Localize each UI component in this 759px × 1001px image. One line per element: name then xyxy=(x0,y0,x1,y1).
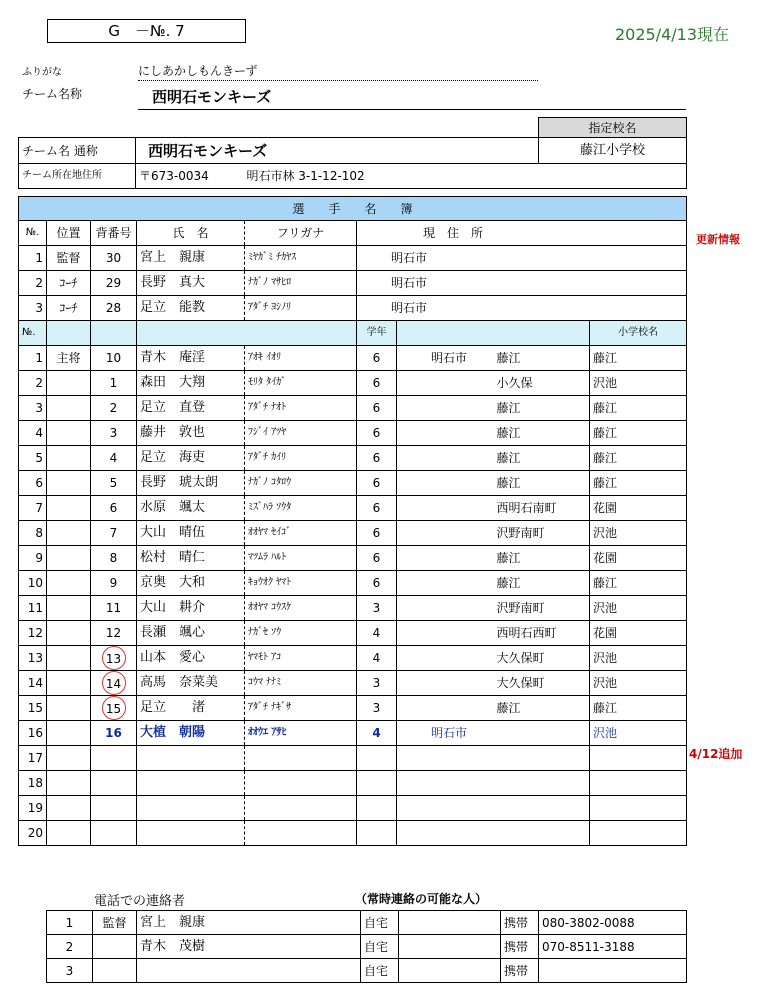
empty-row xyxy=(19,771,687,796)
player-no: 12 xyxy=(19,621,47,646)
staff-name: 宮上 親康 xyxy=(137,246,245,271)
player-name: 京奥 大和 xyxy=(137,571,245,596)
player-grade: 6 xyxy=(357,546,397,571)
staff-position: ｺｰﾁ xyxy=(47,296,91,321)
mobile-label: 携帯 xyxy=(501,935,539,959)
team-name-label: チーム名称 xyxy=(22,87,83,101)
player-no: 6 xyxy=(19,471,47,496)
player-city: 明石市 xyxy=(397,721,497,746)
player-name: 藤井 敦也 xyxy=(137,421,245,446)
player-name: 松村 晴仁 xyxy=(137,546,245,571)
player-name: 大山 耕介 xyxy=(137,596,245,621)
player-town xyxy=(497,721,590,746)
player-number: 6 xyxy=(91,496,137,521)
player-name: 長野 琥太朗 xyxy=(137,471,245,496)
player-school: 藤江 xyxy=(590,346,687,371)
player-town: 小久保 xyxy=(497,371,590,396)
contact-name: 青木 茂樹 xyxy=(137,935,361,959)
player-grade: 6 xyxy=(357,446,397,471)
home-phone xyxy=(399,911,501,935)
player-name: 足立 渚 xyxy=(137,696,245,721)
staff-address: 明石市 xyxy=(357,296,687,321)
player-school: 藤江 xyxy=(590,446,687,471)
player-number: 8 xyxy=(91,546,137,571)
player-row xyxy=(19,596,687,621)
address-label: チーム所在地住所 xyxy=(19,164,136,189)
player-no: 3 xyxy=(19,396,47,421)
player-school: 藤江 xyxy=(590,396,687,421)
address-text: 明石市林 3-1-12-102 xyxy=(246,169,365,183)
player-town: 藤江 xyxy=(497,446,590,471)
player-no: 4 xyxy=(19,421,47,446)
player-grade: 3 xyxy=(357,596,397,621)
player-town: 藤江 xyxy=(497,396,590,421)
player-position xyxy=(47,571,91,596)
staff-name: 長野 真大 xyxy=(137,271,245,296)
player-kana: ﾓﾘﾀ ﾀｲｶﾞ xyxy=(245,371,357,396)
mobile-label: 携帯 xyxy=(501,959,539,983)
player-position xyxy=(47,371,91,396)
player-school: 沢池 xyxy=(590,596,687,621)
contact-role: 監督 xyxy=(93,911,137,935)
mobile-phone: 080-3802-0088 xyxy=(539,911,687,935)
player-row xyxy=(19,446,687,471)
empty-row xyxy=(19,821,687,846)
staff-no: 3 xyxy=(19,296,47,321)
player-number: 3 xyxy=(91,421,137,446)
player-name: 森田 大翔 xyxy=(137,371,245,396)
col-no: №. xyxy=(19,221,47,246)
player-town: 藤江 xyxy=(497,571,590,596)
player-town: 藤江 xyxy=(497,346,590,371)
player-no: 16 xyxy=(19,721,47,746)
player-row xyxy=(19,646,687,671)
player-grade: 3 xyxy=(357,671,397,696)
contact-role xyxy=(93,935,137,959)
player-position xyxy=(47,646,91,671)
player-town: 大久保町 xyxy=(497,646,590,671)
contact-no: 3 xyxy=(47,959,93,983)
player-row xyxy=(19,371,687,396)
player-name: 長瀬 颯心 xyxy=(137,621,245,646)
player-kana: ﾔﾏﾓﾄ ｱｺ xyxy=(245,646,357,671)
player-kana: ﾌｼﾞｲ ｱﾂﾔ xyxy=(245,421,357,446)
team-name-text: 西明石モンキーズ xyxy=(152,88,272,106)
player-position xyxy=(47,596,91,621)
added-note: 4/12追加 xyxy=(689,747,743,761)
player-number: 2 xyxy=(91,396,137,421)
player-number: 4 xyxy=(91,446,137,471)
player-grade: 6 xyxy=(357,496,397,521)
team-short-name: 西明石モンキーズ xyxy=(136,138,539,164)
update-note: 更新情報 xyxy=(696,233,740,246)
col-address: 現 住 所 xyxy=(357,221,687,246)
player-number: 16 xyxy=(91,721,137,746)
staff-row xyxy=(19,271,687,296)
player-position xyxy=(47,696,91,721)
pcol-grade: 学年 xyxy=(357,321,397,346)
player-school: 花園 xyxy=(590,546,687,571)
roster-title: 選 手 名 簿 xyxy=(19,197,687,221)
staff-kana: ｱﾀﾞﾁ ﾖｼﾉﾘ xyxy=(245,296,357,321)
player-school: 沢池 xyxy=(590,646,687,671)
player-number: 10 xyxy=(91,346,137,371)
player-grade: 6 xyxy=(357,421,397,446)
contact-name xyxy=(137,959,361,983)
player-kana: ﾐｽﾞﾊﾗ ｿｳﾀ xyxy=(245,496,357,521)
player-number xyxy=(91,646,137,671)
team-short-name-label: チーム名 通称 xyxy=(19,138,136,164)
player-town: 藤江 xyxy=(497,546,590,571)
player-position xyxy=(47,421,91,446)
school-label: 指定校名 xyxy=(539,118,687,138)
player-school: 沢池 xyxy=(590,721,687,746)
staff-row xyxy=(19,296,687,321)
player-school: 沢池 xyxy=(590,371,687,396)
player-no: 18 xyxy=(19,771,47,796)
player-city xyxy=(397,521,497,546)
player-no: 10 xyxy=(19,571,47,596)
contact-name: 宮上 親康 xyxy=(137,911,361,935)
col-name: 氏 名 xyxy=(137,221,245,246)
player-school: 花園 xyxy=(590,621,687,646)
player-city xyxy=(397,546,497,571)
contacts-title: 電話での連絡者 xyxy=(94,894,186,909)
player-name: 青木 庵淫 xyxy=(137,346,245,371)
player-row xyxy=(19,471,687,496)
player-no: 13 xyxy=(19,646,47,671)
staff-address: 明石市 xyxy=(357,271,687,296)
player-city xyxy=(397,421,497,446)
contact-row xyxy=(47,935,687,959)
player-kana: ｺｳﾏ ﾅﾅﾐ xyxy=(245,671,357,696)
player-row xyxy=(19,621,687,646)
player-position xyxy=(47,621,91,646)
player-city xyxy=(397,571,497,596)
player-town: 西明石西町 xyxy=(497,621,590,646)
player-grade: 6 xyxy=(357,521,397,546)
player-no: 7 xyxy=(19,496,47,521)
staff-position: ｺｰﾁ xyxy=(47,271,91,296)
mobile-phone: 070-8511-3188 xyxy=(539,935,687,959)
player-kana: ｱﾀﾞﾁ ｶｲﾘ xyxy=(245,446,357,471)
player-town: 藤江 xyxy=(497,696,590,721)
circled-number: 14 xyxy=(102,671,126,695)
player-city xyxy=(397,621,497,646)
player-number: 7 xyxy=(91,521,137,546)
player-no: 8 xyxy=(19,521,47,546)
player-city xyxy=(397,696,497,721)
circled-number: 15 xyxy=(102,696,126,720)
player-number xyxy=(91,671,137,696)
player-row xyxy=(19,546,687,571)
contact-row xyxy=(47,911,687,935)
player-number: 9 xyxy=(91,571,137,596)
home-label: 自宅 xyxy=(361,911,399,935)
player-name: 大山 晴伍 xyxy=(137,521,245,546)
empty-row xyxy=(19,746,687,771)
player-name: 足立 海吏 xyxy=(137,446,245,471)
player-town: 大久保町 xyxy=(497,671,590,696)
player-kana: ﾅｶﾞﾉ ｺﾀﾛｳ xyxy=(245,471,357,496)
player-row xyxy=(19,346,687,371)
player-row xyxy=(19,671,687,696)
home-phone xyxy=(399,959,501,983)
player-row xyxy=(19,696,687,721)
player-city: 明石市 xyxy=(397,346,497,371)
contact-row xyxy=(47,959,687,983)
player-no: 17 xyxy=(19,746,47,771)
player-grade: 6 xyxy=(357,371,397,396)
player-kana: ｵｵﾔﾏ ｺｳｽｹ xyxy=(245,596,357,621)
staff-number: 30 xyxy=(91,246,137,271)
circled-number: 13 xyxy=(102,646,126,670)
player-city xyxy=(397,446,497,471)
staff-name: 足立 能教 xyxy=(137,296,245,321)
player-no: 11 xyxy=(19,596,47,621)
player-town: 沢野南町 xyxy=(497,521,590,546)
player-row xyxy=(19,421,687,446)
player-grade: 6 xyxy=(357,396,397,421)
player-position xyxy=(47,446,91,471)
player-name: 大植 朝陽 xyxy=(137,721,245,746)
staff-position: 監督 xyxy=(47,246,91,271)
player-grade: 4 xyxy=(357,721,397,746)
furigana-value xyxy=(138,62,538,81)
player-position xyxy=(47,471,91,496)
player-kana: ﾏﾂﾑﾗ ﾊﾙﾄ xyxy=(245,546,357,571)
player-town: 沢野南町 xyxy=(497,596,590,621)
contacts-table xyxy=(46,910,687,983)
player-name: 足立 直登 xyxy=(137,396,245,421)
player-school: 沢池 xyxy=(590,671,687,696)
player-city xyxy=(397,371,497,396)
player-no: 2 xyxy=(19,371,47,396)
player-grade: 6 xyxy=(357,471,397,496)
school-value: 藤江小学校 xyxy=(539,138,687,164)
player-grade: 6 xyxy=(357,571,397,596)
player-grade: 4 xyxy=(357,621,397,646)
staff-row xyxy=(19,246,687,271)
player-position xyxy=(47,546,91,571)
player-row xyxy=(19,571,687,596)
staff-number: 29 xyxy=(91,271,137,296)
staff-number: 28 xyxy=(91,296,137,321)
furigana-text: にしあかしもんきーず xyxy=(138,64,258,78)
team-address xyxy=(136,164,687,189)
contact-no: 1 xyxy=(47,911,93,935)
player-town: 藤江 xyxy=(497,421,590,446)
form-number-box xyxy=(47,19,246,43)
furigana-label: ふりがな xyxy=(22,67,62,78)
pcol-no: №. xyxy=(19,321,47,346)
staff-no: 1 xyxy=(19,246,47,271)
player-no: 14 xyxy=(19,671,47,696)
player-name: 水原 颯太 xyxy=(137,496,245,521)
pcol-school: 小学校名 xyxy=(590,321,687,346)
player-school: 花園 xyxy=(590,496,687,521)
player-kana: ｷｮｳｵｸ ﾔﾏﾄ xyxy=(245,571,357,596)
player-kana: ｱｵｷ ｲｵﾘ xyxy=(245,346,357,371)
player-grade: 4 xyxy=(357,646,397,671)
player-kana: ｵｵｳｴ ｱｻﾋ xyxy=(245,721,357,746)
player-kana: ｱﾀﾞﾁ ﾅｵﾄ xyxy=(245,396,357,421)
player-city xyxy=(397,596,497,621)
staff-address: 明石市 xyxy=(357,246,687,271)
player-kana: ｱﾀﾞﾁ ﾅｷﾞｻ xyxy=(245,696,357,721)
player-grade: 6 xyxy=(357,346,397,371)
col-kana: フリガナ xyxy=(245,221,357,246)
player-kana: ﾅｶﾞｾ ｿｳ xyxy=(245,621,357,646)
home-phone xyxy=(399,935,501,959)
empty-row xyxy=(19,796,687,821)
player-position: 主将 xyxy=(47,346,91,371)
contact-role xyxy=(93,959,137,983)
player-school: 藤江 xyxy=(590,571,687,596)
postal-code: 〒673-0034 xyxy=(139,169,209,183)
team-name-value xyxy=(138,86,686,110)
player-no: 20 xyxy=(19,821,47,846)
player-no: 9 xyxy=(19,546,47,571)
player-no: 19 xyxy=(19,796,47,821)
player-grade: 3 xyxy=(357,696,397,721)
form-number: G －№. 7 xyxy=(108,22,185,40)
added-player-row xyxy=(19,721,687,746)
home-label: 自宅 xyxy=(361,935,399,959)
player-no: 1 xyxy=(19,346,47,371)
staff-no: 2 xyxy=(19,271,47,296)
mobile-label: 携帯 xyxy=(501,911,539,935)
player-position xyxy=(47,396,91,421)
player-position xyxy=(47,496,91,521)
staff-kana: ﾐﾔｶﾞﾐ ﾁｶﾔｽ xyxy=(245,246,357,271)
player-name: 高馬 奈菜美 xyxy=(137,671,245,696)
player-position xyxy=(47,721,91,746)
player-city xyxy=(397,496,497,521)
player-row xyxy=(19,521,687,546)
as-of-date: 2025/4/13現在 xyxy=(615,25,730,44)
col-position: 位置 xyxy=(47,221,91,246)
player-town: 西明石南町 xyxy=(497,496,590,521)
contact-no: 2 xyxy=(47,935,93,959)
player-town: 藤江 xyxy=(497,471,590,496)
player-city xyxy=(397,671,497,696)
player-number: 5 xyxy=(91,471,137,496)
player-row xyxy=(19,496,687,521)
player-number xyxy=(91,696,137,721)
player-school: 藤江 xyxy=(590,696,687,721)
player-no: 5 xyxy=(19,446,47,471)
contacts-subtitle: （常時連絡の可能な人） xyxy=(355,892,488,906)
home-label: 自宅 xyxy=(361,959,399,983)
player-header-row xyxy=(19,321,687,346)
player-kana: ｵｵﾔﾏ ｾｲｺﾞ xyxy=(245,521,357,546)
player-number: 11 xyxy=(91,596,137,621)
player-school: 沢池 xyxy=(590,521,687,546)
player-school: 藤江 xyxy=(590,421,687,446)
mobile-phone xyxy=(539,959,687,983)
team-info-table xyxy=(18,117,687,189)
player-school: 藤江 xyxy=(590,471,687,496)
player-city xyxy=(397,646,497,671)
player-number: 1 xyxy=(91,371,137,396)
staff-header-row xyxy=(19,221,687,246)
roster-table xyxy=(18,196,687,846)
player-no: 15 xyxy=(19,696,47,721)
staff-kana: ﾅｶﾞﾉ ﾏｻﾋﾛ xyxy=(245,271,357,296)
col-number: 背番号 xyxy=(91,221,137,246)
player-position xyxy=(47,671,91,696)
player-name: 山本 愛心 xyxy=(137,646,245,671)
player-city xyxy=(397,396,497,421)
player-row xyxy=(19,396,687,421)
player-number: 12 xyxy=(91,621,137,646)
player-city xyxy=(397,471,497,496)
player-position xyxy=(47,521,91,546)
